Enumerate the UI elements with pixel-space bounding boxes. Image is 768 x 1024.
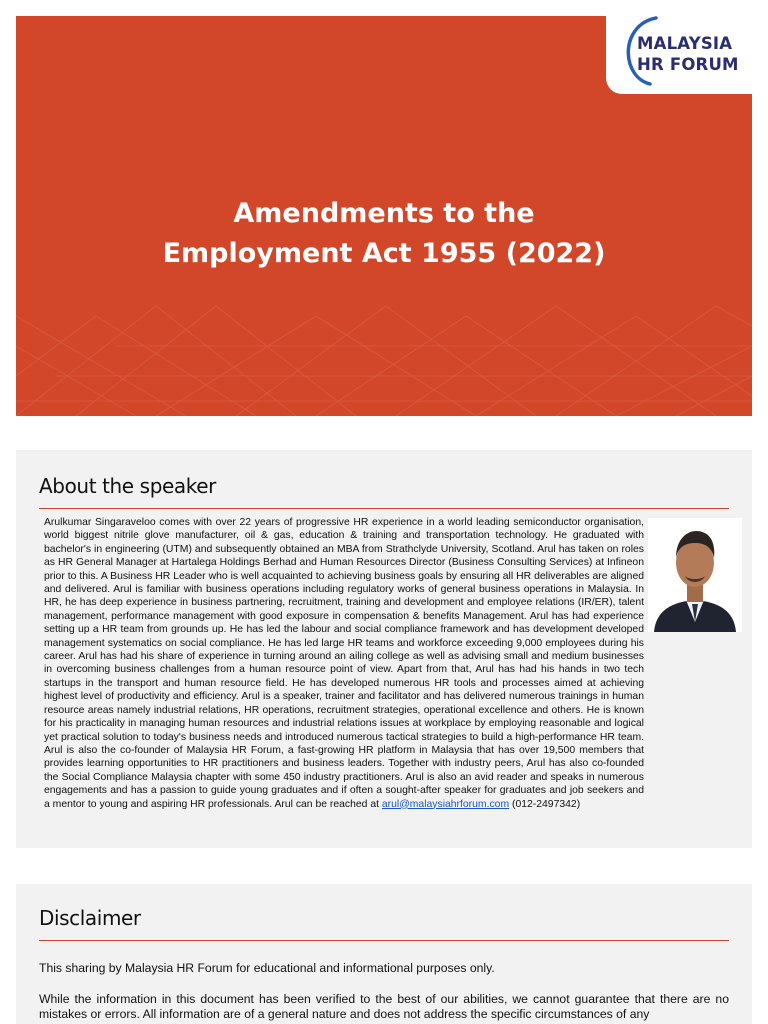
logo-line2: HR FORUM bbox=[637, 55, 739, 74]
disclaimer-section bbox=[16, 884, 752, 1024]
speaker-phone: (012-2497342) bbox=[509, 798, 581, 810]
section-divider bbox=[39, 940, 729, 941]
logo-line1: MALAYSIA bbox=[637, 34, 733, 53]
document-title bbox=[16, 194, 752, 274]
malaysia-hr-forum-logo bbox=[606, 0, 752, 94]
logo-wordmark bbox=[637, 33, 739, 75]
speaker-bio bbox=[44, 516, 644, 811]
disclaimer-paragraph-1: This sharing by Malaysia HR Forum for educational and informational purposes only. bbox=[39, 961, 495, 975]
about-speaker-section bbox=[16, 450, 752, 848]
speaker-photo bbox=[648, 518, 742, 632]
disclaimer-heading: Disclaimer bbox=[39, 906, 141, 930]
speaker-bio-text: Arulkumar Singaraveloo comes with over 22 years of progressive HR experience in a world leading semiconductor organisation, world biggest nitrile glove manufacturer, oil & gas, education & training and transportation technology. He graduated with bachelor's in engineering (UTM) and subsequently obtained an MBA from Strathclyde University, Scotland. Arul has taken on roles as HR General Manager at Hartalega Holdings Berhad and Human Resources Director (Business Consulting Services) at Infineon prior to this. A Business HR Leader who is well acquainted to achieving business goals by ensuring all HR deliverables are aligned and delivered. Arul is familiar with business operations including regulatory works of general business operations in Malaysia. In HR, he has deep experience in business partnering, recruitment, training and development and employee relations (IR/ER), talent management, performance management with good exposure in compensation & benefits Management. Arul has had experience setting up a HR team from grounds up. He has led the labour and social compliance framework and has development developed management systematics on social compliance. He has led large HR teams and workforce exceeding 9,000 employees during his career. Arul has had his share of experience in turning around an ailing college as well as advising small and medium businesses in overcoming business challenges from a human resource point of view. Apart from that, Arul has had his hands in two tech startups in the transport and human resource field. He has developed numerous HR tools and processes aimed at achieving highest level of productivity and efficiency. Arul is a speaker, trainer and facilitator and has delivered numerous trainings in human resource areas namely industrial relations, HR operations, recruitment strategies, operational excellence and others. He is known for his practicality in managing human resources and industrial relations issues at workplace by employing reasonable and logical yet practical solution to today's business needs and introduced numerous tactical strategies to build a high-performance HR team. Arul is also the co-founder of Malaysia HR Forum, a fast-growing HR platform in Malaysia that has over 19,500 members that provides learning opportunities to HR practitioners and business leaders. Together with industry peers, Arul has also co-founded the Social Compliance Malaysia chapter with some 450 industry practitioners. Arul is also an avid reader and speaks in numerous engagements and has a passion to guide young graduates and if often a sought-after speaker for graduates and job seekers and a mentor to young and aspiring HR professionals. Arul can be reached at bbox=[44, 517, 644, 810]
disclaimer-paragraph-2: While the information in this document has been verified to the best of our abilities, we cannot guarantee that there are no mistakes or errors. All information are of a general nature and does not address the specific circumstances of any bbox=[39, 992, 729, 1021]
speaker-portrait-image bbox=[648, 518, 742, 632]
document-title-line2: Employment Act 1955 (2022) bbox=[162, 238, 606, 269]
speaker-email-link[interactable]: arul@malaysiahrforum.com bbox=[381, 798, 510, 810]
document-title-line1: Amendments to the bbox=[233, 198, 535, 229]
about-speaker-heading: About the speaker bbox=[39, 474, 216, 498]
section-divider bbox=[39, 508, 729, 509]
